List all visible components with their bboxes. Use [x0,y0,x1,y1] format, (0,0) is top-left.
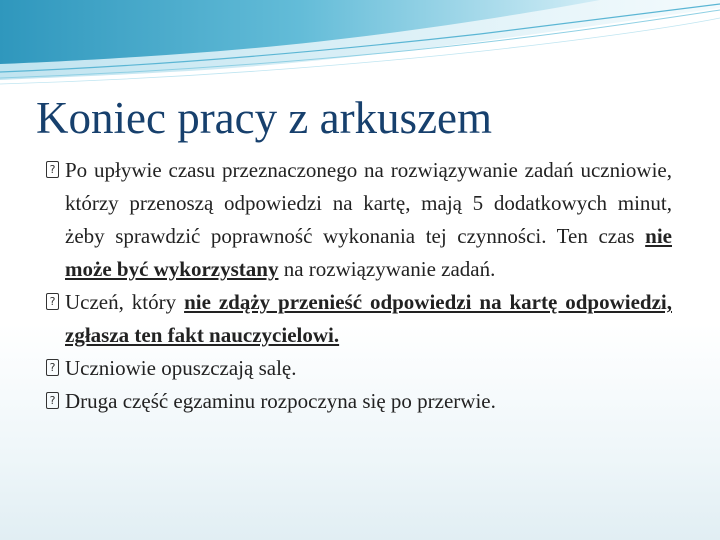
bullet-underlined-text: nie zdąży przenieść odpowiedzi na kartę odpowiedzi, zgłasza ten fakt nauczycielowi. [65,290,672,347]
missing-glyph-box-icon: ? [46,161,59,178]
bullet-item [46,154,672,286]
bullet-item [46,286,672,352]
bullet-text: Uczniowie opuszczają salę. [65,356,297,380]
missing-glyph-box-icon: ? [46,359,59,376]
bullet-text-end: na rozwiązywanie zadań. [278,257,496,281]
bullet-underlined-text: nie może być wykorzystany [65,224,672,281]
slide-title: Koniec pracy z arkuszem [36,93,493,143]
bullet-item [46,385,672,418]
missing-glyph-box-icon: ? [46,293,59,310]
bullet-list [46,154,672,418]
wave-decoration [0,0,720,90]
missing-glyph-box-icon: ? [46,392,59,409]
bullet-item [46,352,672,385]
bullet-text: Uczeń, który [65,290,185,314]
bullet-text: Po upływie czasu przeznaczonego na rozwiązywanie zadań uczniowie, którzy przenoszą odpowiedzi na kartę, mają 5 dodatkowych minut, żeby sprawdzić poprawność wykonania tej czynności. Ten czas [65,158,672,248]
bullet-text: Druga część egzaminu rozpoczyna się po przerwie. [65,389,496,413]
